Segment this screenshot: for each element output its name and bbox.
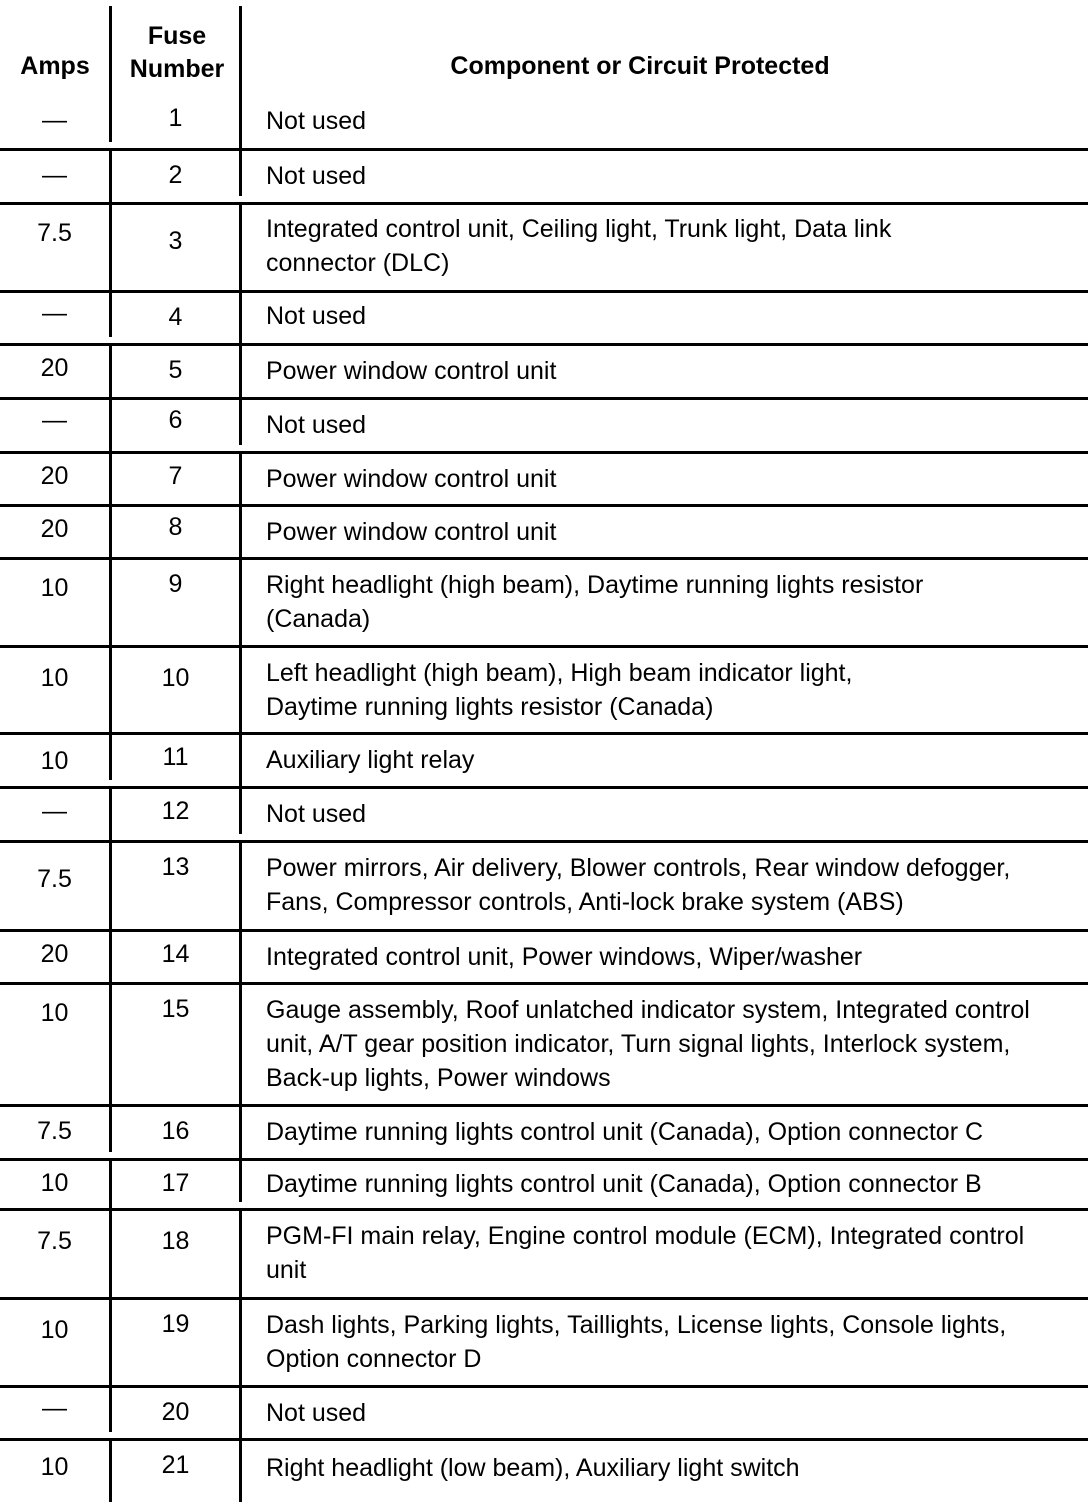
- amps-cell: 10: [40, 664, 69, 692]
- amps-cell: 10: [40, 999, 69, 1027]
- table-row: [0, 205, 1088, 293]
- header-amps: Amps: [20, 52, 90, 80]
- amps-cell: —: [42, 106, 67, 134]
- table-row: [0, 648, 1088, 735]
- component-cell: Right headlight (low beam), Auxiliary light switch: [266, 1454, 800, 1482]
- separator-gap: [106, 1152, 114, 1158]
- table-row: [0, 151, 1088, 205]
- component-cell: Power window control unit: [266, 357, 557, 385]
- table-row: [0, 985, 1088, 1107]
- separator-gap: [236, 1202, 244, 1208]
- amps-cell: —: [42, 299, 67, 327]
- fuse-number-cell: 7: [168, 462, 183, 490]
- fuse-number-cell: 4: [168, 303, 183, 331]
- table-row: [0, 1211, 1088, 1300]
- component-cell: Dash lights, Parking lights, Taillights, License lights, Console lights, Option connector D: [266, 1311, 1007, 1373]
- fuse-number-cell: 15: [161, 995, 190, 1023]
- component-cell: Not used: [266, 411, 367, 439]
- component-cell: Not used: [266, 1399, 367, 1427]
- separator-gap: [106, 780, 114, 786]
- component-cell: Not used: [266, 107, 367, 135]
- fuse-number-cell: 9: [168, 570, 183, 598]
- header-fuse-line1: Fuse: [147, 22, 207, 50]
- separator-gap: [236, 834, 244, 840]
- component-cell: PGM-FI main relay, Engine control module (ECM), Integrated control unit: [266, 1222, 1025, 1284]
- component-cell: Power mirrors, Air delivery, Blower controls, Rear window defogger, Fans, Compressor controls, Anti-lock brake system (ABS): [266, 854, 1011, 916]
- amps-cell: 20: [40, 354, 69, 382]
- component-cell: Not used: [266, 162, 367, 190]
- fuse-number-cell: 11: [162, 743, 189, 771]
- fuse-number-cell: 10: [161, 664, 190, 692]
- fuse-number-cell: 8: [168, 513, 183, 541]
- amps-cell: —: [42, 797, 67, 825]
- table-row: [0, 507, 1088, 560]
- table-row: [0, 735, 1088, 789]
- amps-cell: 7.5: [37, 219, 72, 247]
- fuse-number-cell: 17: [161, 1169, 190, 1197]
- table-row: [0, 1388, 1088, 1441]
- amps-cell: 20: [40, 515, 69, 543]
- header-fuse-line2: Number: [129, 55, 225, 83]
- fuse-number-cell: 2: [168, 161, 183, 189]
- fuse-number-cell: 5: [168, 356, 183, 384]
- amps-cell: —: [42, 161, 67, 189]
- fuse-number-cell: 13: [161, 853, 190, 881]
- table-header: [0, 0, 1088, 96]
- separator-gap: [106, 337, 114, 343]
- fuse-number-cell: 6: [168, 406, 183, 434]
- fuse-number-cell: 14: [161, 940, 190, 968]
- amps-cell: —: [42, 406, 67, 434]
- table-row: [0, 400, 1088, 454]
- separator-gap: [106, 142, 114, 148]
- fuse-number-cell: 3: [168, 227, 183, 255]
- amps-cell: 20: [40, 940, 69, 968]
- component-cell: Daytime running lights control unit (Canada), Option connector C: [266, 1118, 984, 1146]
- amps-cell: 7.5: [37, 1227, 72, 1255]
- component-cell: Power window control unit: [266, 465, 557, 493]
- table-row: [0, 560, 1088, 648]
- table-row: [0, 293, 1088, 346]
- table-row: [0, 1300, 1088, 1388]
- amps-cell: 10: [40, 574, 69, 602]
- table-row: [0, 789, 1088, 843]
- fuse-number-cell: 16: [161, 1117, 190, 1145]
- table-row: [0, 454, 1088, 507]
- fuse-number-cell: 20: [161, 1398, 190, 1426]
- table-row: [0, 1161, 1088, 1211]
- fuse-number-cell: 18: [161, 1227, 190, 1255]
- amps-cell: 10: [40, 1316, 69, 1344]
- amps-cell: 7.5: [37, 1117, 72, 1145]
- fuse-number-cell: 12: [161, 797, 190, 825]
- component-cell: Right headlight (high beam), Daytime running lights resistor (Canada): [266, 571, 924, 633]
- amps-cell: —: [42, 1394, 67, 1422]
- component-cell: Auxiliary light relay: [266, 746, 475, 774]
- table-row: [0, 1441, 1088, 1502]
- table-row: [0, 96, 1088, 151]
- component-cell: Gauge assembly, Roof unlatched indicator system, Integrated control unit, A/T gear position indicator, Turn signal lights, Interlock system, Back-up lights, Power windows: [266, 996, 1030, 1092]
- table-row: [0, 1107, 1088, 1161]
- separator-gap: [236, 445, 244, 451]
- table-row: [0, 843, 1088, 932]
- fuse-number-cell: 1: [168, 104, 183, 132]
- amps-cell: 10: [40, 1453, 69, 1481]
- header-fuse-number: [118, 20, 236, 86]
- amps-cell: 20: [40, 462, 69, 490]
- component-cell: Not used: [266, 302, 367, 330]
- separator-gap: [106, 1432, 114, 1438]
- amps-cell: 10: [40, 747, 69, 775]
- fuse-number-cell: 21: [161, 1451, 190, 1479]
- table-row: [0, 346, 1088, 400]
- component-cell: Integrated control unit, Power windows, Wiper/washer: [266, 943, 863, 971]
- fuse-number-cell: 19: [161, 1310, 190, 1338]
- separator-gap: [236, 196, 244, 202]
- table-row: [0, 932, 1088, 985]
- amps-cell: 10: [40, 1169, 69, 1197]
- component-cell: Integrated control unit, Ceiling light, Trunk light, Data link connector (DLC): [266, 215, 892, 277]
- component-cell: Left headlight (high beam), High beam indicator light, Daytime running lights resistor (Canada): [266, 659, 853, 721]
- component-cell: Not used: [266, 800, 367, 828]
- header-component: Component or Circuit Protected: [450, 52, 830, 80]
- component-cell: Daytime running lights control unit (Canada), Option connector B: [266, 1170, 982, 1198]
- amps-cell: 7.5: [37, 865, 72, 893]
- component-cell: Power window control unit: [266, 518, 557, 546]
